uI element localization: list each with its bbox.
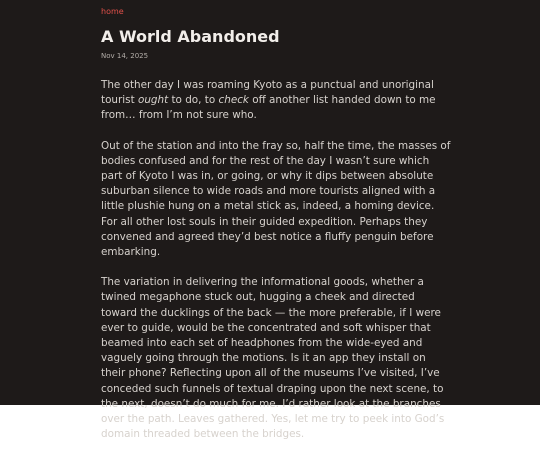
article-body (101, 78, 451, 457)
publish-date: Nov 14, 2025 (101, 52, 149, 60)
home-link[interactable]: home (101, 7, 124, 16)
paragraph-2: Out of the station and into the fray so, half the time, the masses of bodies confused and for the rest of the day I wasn’t sure which part of Kyoto I was in, or going, or why it dips between absolute suburban silence to wide roads and more tourists aligned with a little plushie hung on a metal stick as, indeed, a homing device. For all other lost souls in their guided expedition. Perhaps they convened and agreed they’d best notice a fluffy penguin before embarking. (101, 139, 451, 259)
paragraph-1 (101, 78, 451, 124)
paragraph-1-text-a: The other day I was roaming Kyoto as a punctual and unoriginal tourist (101, 79, 434, 107)
emphasis-ought: ought (137, 94, 169, 107)
page-title: A World Abandoned (101, 27, 280, 46)
emphasis-check: check (218, 94, 249, 107)
paragraph-3: The variation in delivering the informational goods, whether a twined megaphone stuck out, hugging a cheek and directed toward the ducklings of the back — the more preferable, if I were ever to guide, would be the concentrated and soft whisper that beamed into each set of headphones from the wide-eyed and vaguely going through the motions. Is it an app they install on their phone? Reflecting upon all of the museums I’ve visited, I’ve conceded such funnels of textual draping upon the next scene, to the next, doesn’t do much for me. I’d rather look at the branches over the path. Leaves gathered. Yes, let me try to peek into God’s domain threaded between the bridges. (101, 276, 445, 441)
paragraph-1-text-e: off another list handed down to me from… from I’m not sure who. (101, 94, 436, 122)
paragraph-1-text-c: to do, to (168, 94, 219, 107)
